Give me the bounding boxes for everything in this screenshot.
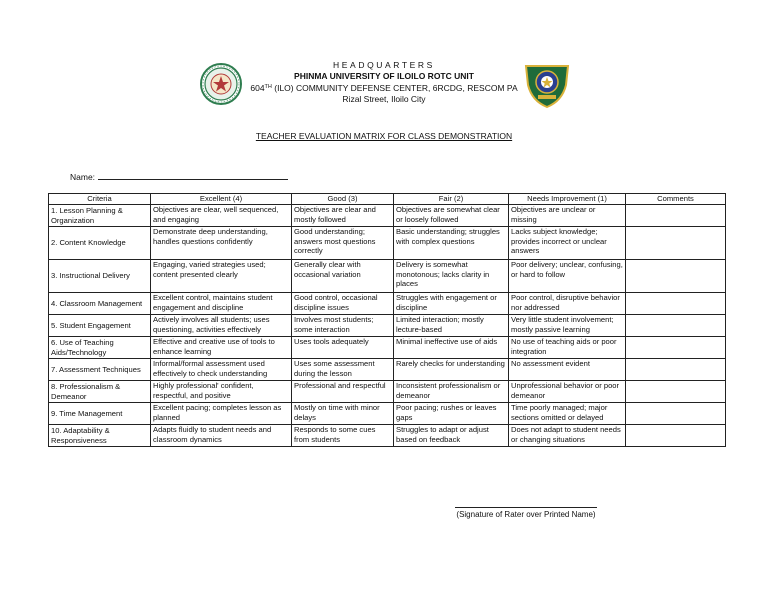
table-row xyxy=(49,403,726,425)
table-row xyxy=(49,359,726,381)
table-row xyxy=(49,425,726,447)
letterhead xyxy=(0,60,768,105)
fair-cell: Rarely checks for understanding xyxy=(394,359,509,381)
needs-improvement-cell: Poor delivery; unclear, confusing, or hard to follow xyxy=(509,260,626,293)
center-number: 604 xyxy=(250,83,265,93)
center-name: (ILO) COMMUNITY DEFENSE CENTER, 6RCDG, RESCOM PA xyxy=(271,83,518,93)
address-line: Rizal Street, Iloilo City xyxy=(342,94,426,104)
needs-improvement-cell: Unprofessional behavior or poor demeanor xyxy=(509,381,626,403)
good-cell: Responds to some cues from students xyxy=(292,425,394,447)
good-cell: Professional and respectful xyxy=(292,381,394,403)
excellent-cell: Engaging, varied strategies used; content presented clearly xyxy=(151,260,292,293)
good-cell: Involves most students; some interaction xyxy=(292,315,394,337)
fair-cell: Limited interaction; mostly lecture-based xyxy=(394,315,509,337)
good-cell: Good control, occasional discipline issues xyxy=(292,293,394,315)
good-cell: Mostly on time with minor delays xyxy=(292,403,394,425)
table-row xyxy=(49,260,726,293)
fair-cell: Basic understanding; struggles with complex questions xyxy=(394,227,509,260)
headquarters-heading: HEADQUARTERS xyxy=(333,60,435,70)
needs-improvement-cell: Objectives are unclear or missing xyxy=(509,205,626,227)
table-row xyxy=(49,381,726,403)
criteria-cell: 7. Assessment Techniques xyxy=(49,359,151,381)
comments-cell[interactable] xyxy=(626,381,726,403)
table-row xyxy=(49,315,726,337)
header-criteria: Criteria xyxy=(49,194,151,205)
document-title: TEACHER EVALUATION MATRIX FOR CLASS DEMONSTRATION xyxy=(255,131,513,141)
needs-improvement-cell: Lacks subject knowledge; provides incorrect or unclear answers xyxy=(509,227,626,260)
comments-cell[interactable] xyxy=(626,260,726,293)
criteria-cell: 6. Use of Teaching Aids/Technology xyxy=(49,337,151,359)
fair-cell: Struggles with engagement or discipline xyxy=(394,293,509,315)
center-ordinal: TH xyxy=(264,84,272,90)
defense-center-line xyxy=(0,82,768,94)
fair-cell: Poor pacing; rushes or leaves gaps xyxy=(394,403,509,425)
comments-cell[interactable] xyxy=(626,315,726,337)
table-row xyxy=(49,337,726,359)
excellent-cell: Actively involves all students; uses questioning, activities effectively xyxy=(151,315,292,337)
comments-cell[interactable] xyxy=(626,425,726,447)
needs-improvement-cell: Time poorly managed; major sections omitted or delayed xyxy=(509,403,626,425)
name-field-row xyxy=(70,171,288,182)
excellent-cell: Demonstrate deep understanding, handles questions confidently xyxy=(151,227,292,260)
criteria-cell: 3. Instructional Delivery xyxy=(49,260,151,293)
signature-label: (Signature of Rater over Printed Name) xyxy=(456,510,596,519)
fair-cell: Struggles to adapt or adjust based on feedback xyxy=(394,425,509,447)
header-needs-improvement: Needs Improvement (1) xyxy=(509,194,626,205)
good-cell: Uses tools adequately xyxy=(292,337,394,359)
comments-cell[interactable] xyxy=(626,227,726,260)
table-row xyxy=(49,205,726,227)
needs-improvement-cell: Poor control, disruptive behavior nor addressed xyxy=(509,293,626,315)
needs-improvement-cell: Very little student involvement; mostly passive learning xyxy=(509,315,626,337)
criteria-cell: 1. Lesson Planning & Organization xyxy=(49,205,151,227)
fair-cell: Inconsistent professionalism or demeanor xyxy=(394,381,509,403)
criteria-cell: 5. Student Engagement xyxy=(49,315,151,337)
good-cell: Uses some assessment during the lesson xyxy=(292,359,394,381)
needs-improvement-cell: No assessment evident xyxy=(509,359,626,381)
name-blank-line[interactable] xyxy=(98,171,288,180)
header-excellent: Excellent (4) xyxy=(151,194,292,205)
criteria-cell: 2. Content Knowledge xyxy=(49,227,151,260)
needs-improvement-cell: No use of teaching aids or poor integration xyxy=(509,337,626,359)
name-label: Name: xyxy=(70,172,96,182)
criteria-cell: 10. Adaptability & Responsiveness xyxy=(49,425,151,447)
comments-cell[interactable] xyxy=(626,205,726,227)
evaluation-matrix-table xyxy=(48,193,726,447)
good-cell: Generally clear with occasional variation xyxy=(292,260,394,293)
header-comments: Comments xyxy=(626,194,726,205)
table-row xyxy=(49,227,726,260)
criteria-cell: 4. Classroom Management xyxy=(49,293,151,315)
excellent-cell: Highly professional' confident, respectful, and positive xyxy=(151,381,292,403)
comments-cell[interactable] xyxy=(626,293,726,315)
good-cell: Good understanding; answers most questions correctly xyxy=(292,227,394,260)
university-name: PHINMA UNIVERSITY OF ILOILO ROTC UNIT xyxy=(294,71,474,81)
excellent-cell: Excellent pacing; completes lesson as planned xyxy=(151,403,292,425)
fair-cell: Minimal ineffective use of aids xyxy=(394,337,509,359)
comments-cell[interactable] xyxy=(626,337,726,359)
comments-cell[interactable] xyxy=(626,403,726,425)
criteria-cell: 8. Professionalism & Demeanor xyxy=(49,381,151,403)
comments-cell[interactable] xyxy=(626,359,726,381)
table-header-row xyxy=(49,194,726,205)
excellent-cell: Effective and creative use of tools to enhance learning xyxy=(151,337,292,359)
header-fair: Fair (2) xyxy=(394,194,509,205)
fair-cell: Objectives are somewhat clear or loosely followed xyxy=(394,205,509,227)
good-cell: Objectives are clear and mostly followed xyxy=(292,205,394,227)
criteria-cell: 9. Time Management xyxy=(49,403,151,425)
signature-line[interactable] xyxy=(455,507,597,508)
excellent-cell: Informal/formal assessment used effectively to check understanding xyxy=(151,359,292,381)
excellent-cell: Excellent control, maintains student engagement and discipline xyxy=(151,293,292,315)
fair-cell: Delivery is somewhat monotonous; lacks clarity in places xyxy=(394,260,509,293)
excellent-cell: Adapts fluidly to student needs and classroom dynamics xyxy=(151,425,292,447)
needs-improvement-cell: Does not adapt to student needs or changing situations xyxy=(509,425,626,447)
excellent-cell: Objectives are clear, well sequenced, and engaging xyxy=(151,205,292,227)
table-row xyxy=(49,293,726,315)
header-good: Good (3) xyxy=(292,194,394,205)
